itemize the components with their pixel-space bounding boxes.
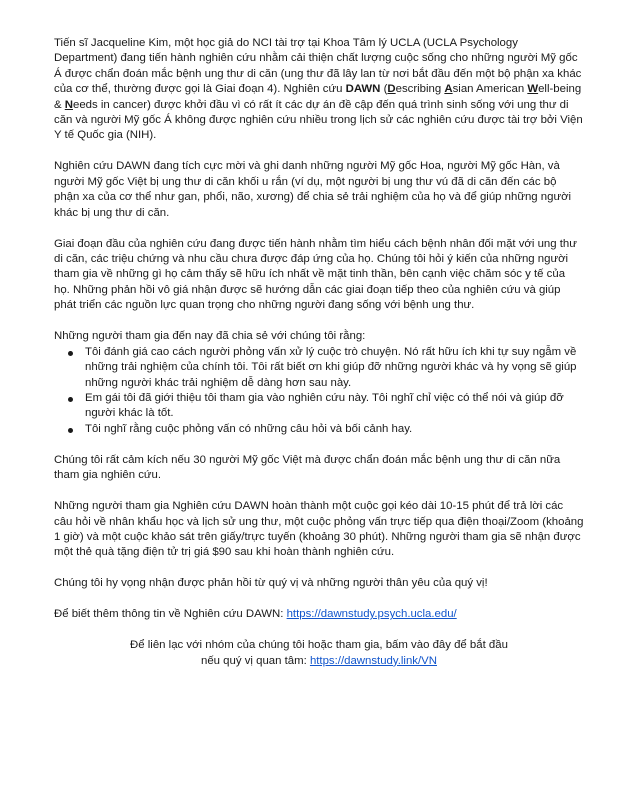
bullet-icon bbox=[68, 351, 73, 356]
contact-label: nếu quý vị quan tâm: bbox=[201, 654, 310, 667]
study-name-bold: DAWN bbox=[345, 83, 381, 96]
more-info-line bbox=[54, 607, 584, 622]
contact-line-2 bbox=[54, 654, 584, 669]
paragraph-gap bbox=[54, 314, 584, 330]
intro-paragraph bbox=[54, 36, 584, 144]
acronym-rest-w: ell-being & bbox=[54, 83, 582, 111]
paren-open: ( bbox=[380, 83, 388, 96]
testimonial-text: Em gái tôi đã giới thiệu tôi tham gia vào nghiên cứu này. Tôi nghĩ chỉ việc có thể nói và giúp đỡ người khác là tốt. bbox=[85, 391, 564, 420]
acronym-rest-a: sian American bbox=[452, 83, 528, 96]
acronym-letter-d: D bbox=[387, 83, 396, 96]
contact-line-1: Để liên lạc với nhóm của chúng tôi hoặc tham gia, bấm vào đây để bắt đầu bbox=[130, 639, 508, 652]
acronym-letter-w: W bbox=[527, 83, 539, 96]
paragraph-gap bbox=[54, 437, 584, 453]
testimonial-text: Tôi nghĩ rằng cuộc phỏng vấn có những câu hỏi và bối cảnh hay. bbox=[85, 422, 413, 435]
paragraph-gap bbox=[54, 144, 584, 160]
testimonials-heading: Những người tham gia đến nay đã chia sẻ với chúng tôi rằng: bbox=[54, 330, 366, 343]
testimonials-list bbox=[54, 345, 584, 437]
gratitude-paragraph: Chúng tôi rất cảm kích nếu 30 người Mỹ gốc Việt mà được chẩn đoán mắc bệnh ung thư di căn nữa tham gia nghiên cứu. bbox=[54, 453, 561, 482]
more-info-label: Để biết thêm thông tin về Nghiên cứu DAWN: bbox=[54, 608, 287, 621]
intro-text-part2: được khởi đầu vì có rất ít các dự án đề cập đến quá trình sinh sống với ung thư di căn và người Mỹ gốc Á không được nghiên cứu nhiều trong lịch sử các nghiên cứu được tài trợ bởi Viện Y tế Quốc gia (NIH). bbox=[54, 98, 583, 142]
first-phase-paragraph: Giai đoạn đầu của nghiên cứu đang được tiến hành nhằm tìm hiểu cách bệnh nhân đối mặt với ung thư di căn, các triệu chứng và nhu cầu chưa được đáp ứng của họ. Chúng tôi hỏi ý kiến của những người tham gia về những gì họ cảm thấy sẽ hữu ích nhất về mặt tinh thần, bên cạnh việc chăm sóc y tế của họ. Những phản hồi vô giá nhận được sẽ hướng dẫn các giai đoạn tiếp theo của nghiên cứu và giúp phát triển các nguồn lực quan trọng cho những người đang sống với bệnh ung thư. bbox=[54, 237, 577, 312]
recruiting-paragraph: Nghiên cứu DAWN đang tích cực mời và ghi danh những người Mỹ gốc Hoa, người Mỹ gốc Hàn, và người Mỹ gốc Việt bị ung thư di căn khối u rắn (ví dụ, một người bị ung thư vú đã di căn đến các bộ phận xa của cơ thể như gan, phổi, não, xương) để chia sẻ trải nghiệm của họ và để giúp những người khác bị ung thư di căn. bbox=[54, 160, 572, 219]
study-website-link[interactable]: https://dawnstudy.psych.ucla.edu/ bbox=[286, 608, 457, 621]
document-page bbox=[54, 36, 584, 669]
acronym-letter-n: N bbox=[64, 98, 73, 111]
intro-text-part1: Tiến sĩ Jacqueline Kim, một học giả do NCI tài trợ tại Khoa Tâm lý UCLA (UCLA Psychology Department) đang tiến hành nghiên cứu nhằm cải thiện chất lượng cuộc sống cho những người Mỹ gốc Á được chẩn đoán mắc bệnh ung thư di căn (ung thư đã lây lan từ nơi bắt đầu đến một bộ phận xa khác của cơ thể, thường được gọi là Giai đoạn 4). Nghiên cứu bbox=[54, 37, 582, 96]
testimonial-text: Tôi đánh giá cao cách người phỏng vấn xử lý cuộc trò chuyện. Nó rất hữu ích khi tự suy ngẫm về những trải nghiệm của chính tôi. Tôi rất biết ơn khi giúp đỡ những người khác và hy vọng sẽ giúp những người khác trải nghiệm dễ dàng hơn sau này. bbox=[85, 345, 577, 389]
signup-link[interactable]: https://dawnstudy.link/VN bbox=[309, 654, 437, 667]
bullet-icon bbox=[68, 397, 73, 402]
list-item bbox=[54, 391, 584, 422]
bullet-icon bbox=[68, 428, 73, 433]
list-item bbox=[54, 345, 584, 391]
paragraph-gap bbox=[54, 221, 584, 237]
list-item bbox=[54, 422, 584, 437]
paragraph-gap bbox=[54, 484, 584, 500]
paragraph-gap bbox=[54, 561, 584, 577]
acronym-letter-a: A bbox=[444, 83, 453, 96]
paragraph-gap bbox=[54, 623, 584, 639]
participation-paragraph: Những người tham gia Nghiên cứu DAWN hoàn thành một cuộc gọi kéo dài 10-15 phút để trả lời các câu hỏi về nhân khẩu học và lịch sử ung thư, một cuộc phỏng vấn trực tiếp qua điện thoại/Zoom (khoảng 1 giờ) và một cuộc khảo sát trên giấy/trực tuyến (khoảng 30 phút). Những người tham gia sẽ nhận được một thẻ quà tặng điện tử trị giá $90 sau khi hoàn thành nghiên cứu. bbox=[54, 500, 584, 559]
paragraph-gap bbox=[54, 592, 584, 608]
acronym-rest-n: eeds in cancer) bbox=[73, 98, 151, 111]
hope-paragraph: Chúng tôi hy vọng nhận được phản hồi từ quý vị và những người thân yêu của quý vị! bbox=[54, 577, 488, 590]
acronym-rest-d: escribing bbox=[395, 83, 445, 96]
